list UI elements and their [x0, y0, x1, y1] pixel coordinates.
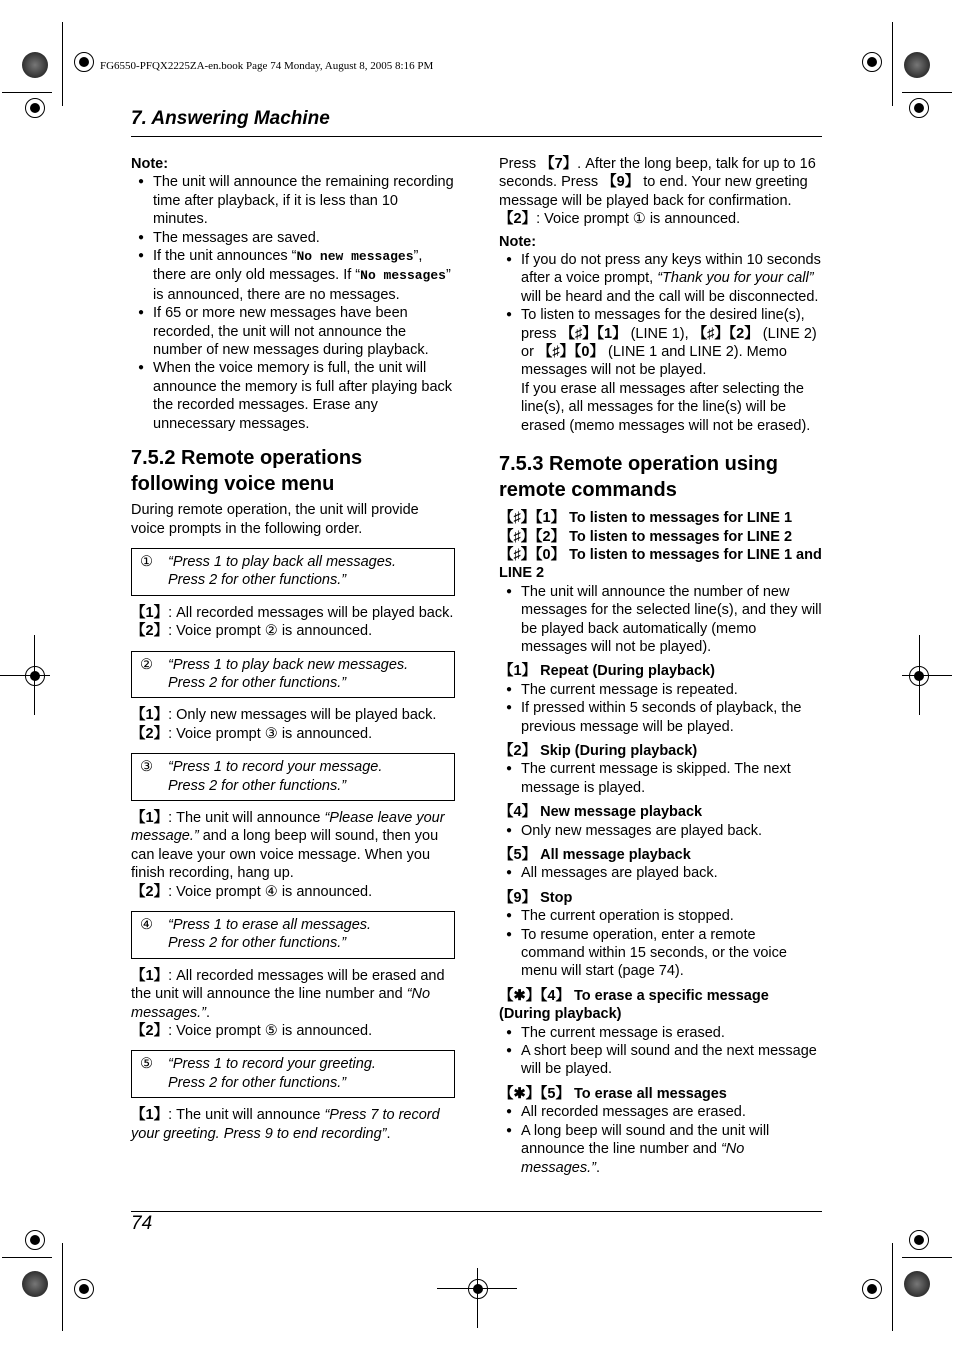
note-list [131, 173, 455, 433]
text: : Voice prompt ② is announced. [168, 623, 373, 640]
list-item: ● All recorded messages are erased. [499, 1103, 823, 1121]
list-item: ● A short beep will sound and the next message will be played. [499, 1042, 823, 1079]
key-label: 【1】 [131, 967, 169, 984]
text: To listen to messages for the desired line(s), press [521, 307, 805, 342]
list-item: ● The current message is skipped. The next message is played. [499, 760, 823, 797]
command-list [499, 1103, 823, 1177]
text: . [386, 1125, 391, 1142]
prompt-number: ④ [140, 917, 153, 933]
prompt-line: “Press 1 to record your greeting. [168, 1056, 376, 1073]
text: . [595, 1159, 600, 1176]
command-list [499, 907, 823, 981]
key-label: 【♯】【0】 [537, 344, 604, 361]
greeting-instructions [499, 155, 823, 210]
announcement-text: No messages [360, 268, 446, 284]
key-label: 【1】 [131, 604, 169, 621]
text: (LINE 1), [626, 325, 693, 342]
text: : All recorded messages will be played back. [168, 604, 454, 621]
key-description [131, 1022, 455, 1040]
prompt-text [168, 916, 371, 953]
voice-prompt-box [131, 1050, 455, 1098]
text: to end. Your new greeting message will be played back for confirmation. [499, 174, 808, 209]
section-title: 7. Answering Machine [131, 108, 330, 129]
text: : Voice prompt ⑤ is announced. [168, 1023, 373, 1040]
text: : All recorded messages will be erased and the unit will announce the line number and [131, 967, 445, 1003]
note-title: Note: [499, 233, 537, 250]
list-item: ● The unit will announce the remaining recording time after playback, if it is less than 10 minutes. [131, 173, 455, 228]
quoted-text: “Thank you for your call” [657, 270, 814, 287]
text: : Voice prompt ① is announced. [536, 211, 741, 228]
intro-text: During remote operation, the unit will provide voice prompts in the following order. [131, 502, 419, 537]
voice-prompt-box [131, 753, 455, 801]
quoted-text: “No messages.” [131, 986, 431, 1021]
list-item: ● Only new messages are played back. [499, 822, 823, 840]
prompt-line: “Press 1 to play back all messages. [168, 553, 397, 570]
key-description [131, 604, 455, 622]
prompt-text [168, 553, 396, 590]
prompt-line: “Press 1 to play back new messages. [168, 656, 409, 673]
key-description [131, 967, 455, 1022]
command-heading: 【1】 Repeat (During playback) [499, 663, 715, 680]
text: : Voice prompt ③ is announced. [168, 725, 373, 742]
print-info-header: FG6550-PFQX2225ZA-en.book Page 74 Monday, August 8, 2005 8:16 PM [100, 60, 434, 72]
command-heading: 【♯】【1】 To listen to messages for LINE 1 [499, 510, 793, 527]
command-heading: 【9】 Stop [499, 889, 573, 906]
section-heading: 7.5.2 Remote operations following voice menu [131, 447, 363, 496]
key-label: 【2】 [131, 1023, 169, 1040]
list-item [499, 306, 823, 435]
list-item: ● The current message is repeated. [499, 681, 823, 699]
command-list [499, 681, 823, 736]
list-item: ● The current message is erased. [499, 1024, 823, 1042]
list-item: ● The messages are saved. [131, 229, 455, 247]
prompt-line: Press 2 for other functions.” [168, 572, 347, 589]
text: (LINE 2) or [521, 325, 817, 361]
note-list [499, 251, 823, 435]
prompt-number: ⑤ [140, 1056, 153, 1073]
right-column [499, 155, 823, 1177]
key-label: 【9】 [602, 174, 640, 191]
section-heading: 7.5.3 Remote operation using remote commands [499, 453, 778, 502]
left-column [131, 155, 455, 1143]
list-item: ● The current operation is stopped. [499, 907, 823, 925]
key-label: 【7】 [540, 156, 578, 172]
command-list [499, 583, 823, 657]
text: : Only new messages will be played back. [168, 707, 437, 724]
prompt-line: Press 2 for other functions.” [168, 777, 347, 794]
quoted-text: “Please leave your message.” [131, 809, 445, 845]
prompt-line: Press 2 for other functions.” [168, 935, 347, 952]
command-heading: 【✱】【5】 To erase all messages [499, 1085, 727, 1102]
key-description [499, 210, 823, 228]
text: . [205, 1004, 210, 1021]
prompt-line: Press 2 for other functions.” [168, 674, 347, 691]
quoted-text: “Press 7 to record your greeting. Press 9 to end recording” [131, 1107, 440, 1142]
footer-rule [131, 1211, 822, 1212]
key-description [131, 622, 455, 640]
text: ” is announced, there are no messages. [153, 267, 451, 303]
text: : Voice prompt ④ is announced. [168, 883, 373, 900]
key-description [131, 725, 455, 743]
prompt-number: ① [140, 553, 153, 570]
prompt-line: Press 2 for other functions.” [168, 1074, 347, 1091]
text: If the unit announces “ [153, 248, 297, 265]
text: If you do not press any keys within 10 seconds after a voice prompt, [521, 252, 821, 287]
list-item [499, 251, 823, 306]
command-heading: 【5】 All message playback [499, 847, 691, 863]
key-label: 【♯】【2】 [692, 325, 759, 342]
prompt-number: ③ [140, 759, 153, 776]
voice-prompt-box [131, 651, 455, 699]
key-label: 【2】 [499, 211, 537, 228]
prompt-text [168, 1055, 376, 1092]
command-list [499, 864, 823, 882]
voice-prompt-box [131, 548, 455, 596]
text: will be heard and the call will be disconnected. [521, 288, 819, 305]
header-rule [131, 136, 822, 137]
command-heading: 【4】 New message playback [499, 804, 703, 821]
prompt-text [168, 656, 408, 693]
prompt-number: ② [140, 656, 153, 673]
key-label: 【2】 [131, 725, 169, 742]
note-title: Note: [131, 156, 169, 172]
command-heading: 【2】 Skip (During playback) [499, 742, 698, 759]
command-heading: 【✱】【4】 To erase a specific message (During playback) [499, 987, 769, 1023]
text: . After the long beep, talk for up to 16 seconds. Press [499, 156, 816, 191]
command-heading: 【♯】【0】 To listen to messages for LINE 1 and LINE 2 [499, 546, 822, 582]
list-item: ● If 65 or more new messages have been recorded, the unit will not announce the number of new messages during playback. [131, 304, 455, 359]
key-description [131, 809, 455, 883]
text: ”, there are only old messages. If “ [153, 248, 423, 284]
text: : The unit will announce [168, 1107, 325, 1124]
prompt-text [168, 758, 382, 795]
list-item: ● If pressed within 5 seconds of playback, the previous message will be played. [499, 699, 823, 736]
command-list [499, 760, 823, 797]
list-item: ● To resume operation, enter a remote command within 15 seconds, or the voice menu will start (page 74). [499, 926, 823, 981]
key-label: 【2】 [131, 623, 169, 640]
text: and a long beep will sound, then you can leave your own voice message. When you finish recording, hang up. [131, 828, 439, 882]
list-item [131, 247, 455, 304]
key-label: 【1】 [131, 707, 169, 724]
prompt-line: “Press 1 to erase all messages. [168, 917, 372, 933]
key-description [131, 706, 455, 724]
list-item: ● All messages are played back. [499, 864, 823, 882]
command-list [499, 822, 823, 840]
command-list [499, 1024, 823, 1079]
list-item: ● The unit will announce the number of new messages for the selected line(s), and they will be played back automatically (memo messages will not be played). [499, 583, 823, 657]
key-label: 【1】 [131, 1107, 169, 1124]
key-label: 【1】 [131, 809, 169, 826]
voice-prompt-box [131, 911, 455, 959]
text: Press [499, 156, 541, 172]
list-item [499, 1122, 823, 1177]
key-label: 【♯】【1】 [560, 325, 627, 342]
prompt-line: “Press 1 to record your message. [168, 759, 383, 776]
list-item: ● When the voice memory is full, the unit will announce the memory is full after playing back the recorded messages. Erase any unnecessary messages. [131, 359, 455, 433]
quoted-text: “No messages.” [521, 1141, 745, 1176]
announcement-text: No new messages [296, 249, 414, 265]
text: If you erase all messages after selecting the line(s), all messages for the line(s) will be erased (memo messages will not be erased). [521, 380, 811, 434]
key-description [131, 883, 455, 901]
text: (LINE 1 and LINE 2). Memo messages will not be played. [521, 344, 787, 379]
command-heading: 【♯】【2】 To listen to messages for LINE 2 [499, 528, 793, 545]
text: A long beep will sound and the unit will announce the line number and [521, 1122, 770, 1158]
text: : The unit will announce [168, 809, 325, 826]
key-label: 【2】 [131, 883, 169, 900]
page-number: 74 [131, 1213, 153, 1234]
key-description [131, 1106, 455, 1143]
